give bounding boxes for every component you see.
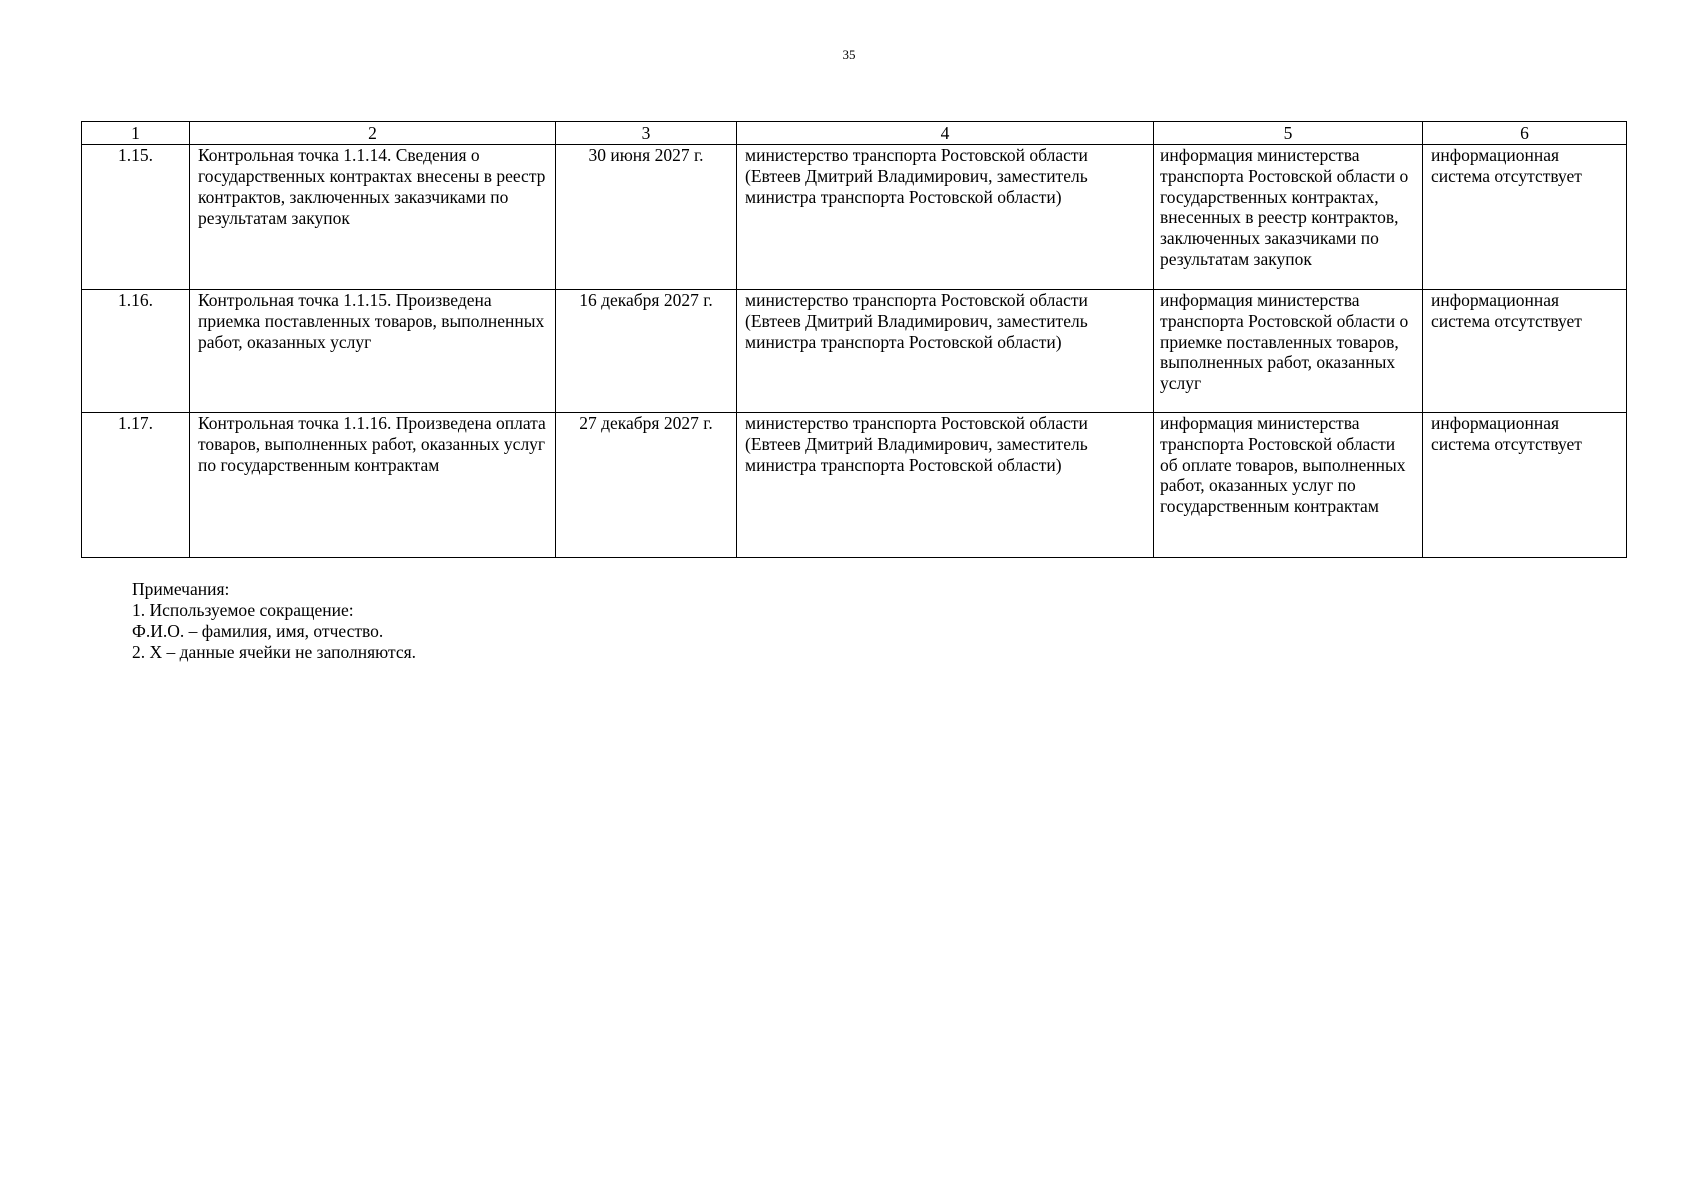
row-document: информация министерства транспорта Ростовской области об оплате товаров, выполненных работ, оказанных услуг по государственным контрактам <box>1154 413 1423 558</box>
header-col-6: 6 <box>1423 122 1627 145</box>
row-number: 1.16. <box>82 290 190 413</box>
row-responsible: министерство транспорта Ростовской области (Евтеев Дмитрий Владимирович, заместитель министра транспорта Ростовской области) <box>737 145 1154 290</box>
header-col-5: 5 <box>1154 122 1423 145</box>
table-row <box>82 145 1627 290</box>
notes-item-1: 1. Используемое сокращение: <box>132 600 354 620</box>
row-system: информационная система отсутствует <box>1423 290 1627 413</box>
notes-item-2: 2. X – данные ячейки не заполняются. <box>132 642 417 662</box>
table-row <box>82 413 1627 558</box>
row-responsible: министерство транспорта Ростовской области (Евтеев Дмитрий Владимирович, заместитель министра транспорта Ростовской области) <box>737 413 1154 558</box>
row-responsible: министерство транспорта Ростовской области (Евтеев Дмитрий Владимирович, заместитель министра транспорта Ростовской области) <box>737 290 1154 413</box>
notes-title: Примечания: <box>132 579 230 599</box>
header-col-2: 2 <box>190 122 556 145</box>
plan-table <box>81 121 1627 558</box>
row-date: 27 декабря 2027 г. <box>556 413 737 558</box>
notes-abbreviation: Ф.И.О. – фамилия, имя, отчество. <box>132 621 384 641</box>
notes-block <box>132 579 416 663</box>
row-date: 30 июня 2027 г. <box>556 145 737 290</box>
row-date: 16 декабря 2027 г. <box>556 290 737 413</box>
row-document: информация министерства транспорта Ростовской области о государственных контрактах, внесенных в реестр контрактов, заключенных заказчиками по результатам закупок <box>1154 145 1423 290</box>
row-event: Контрольная точка 1.1.16. Произведена оплата товаров, выполненных работ, оказанных услуг по государственным контрактам <box>190 413 556 558</box>
row-number: 1.15. <box>82 145 190 290</box>
page-number: 35 <box>842 47 856 62</box>
header-col-3: 3 <box>556 122 737 145</box>
row-system: информационная система отсутствует <box>1423 145 1627 290</box>
row-system: информационная система отсутствует <box>1423 413 1627 558</box>
header-col-4: 4 <box>737 122 1154 145</box>
table-header-row <box>82 122 1627 145</box>
row-event: Контрольная точка 1.1.14. Сведения о государственных контрактах внесены в реестр контрактов, заключенных заказчиками по результатам закупок <box>190 145 556 290</box>
row-number: 1.17. <box>82 413 190 558</box>
row-document: информация министерства транспорта Ростовской области о приемке поставленных товаров, выполненных работ, оказанных услуг <box>1154 290 1423 413</box>
table-row <box>82 290 1627 413</box>
row-event: Контрольная точка 1.1.15. Произведена приемка поставленных товаров, выполненных работ, оказанных услуг <box>190 290 556 413</box>
header-col-1: 1 <box>82 122 190 145</box>
